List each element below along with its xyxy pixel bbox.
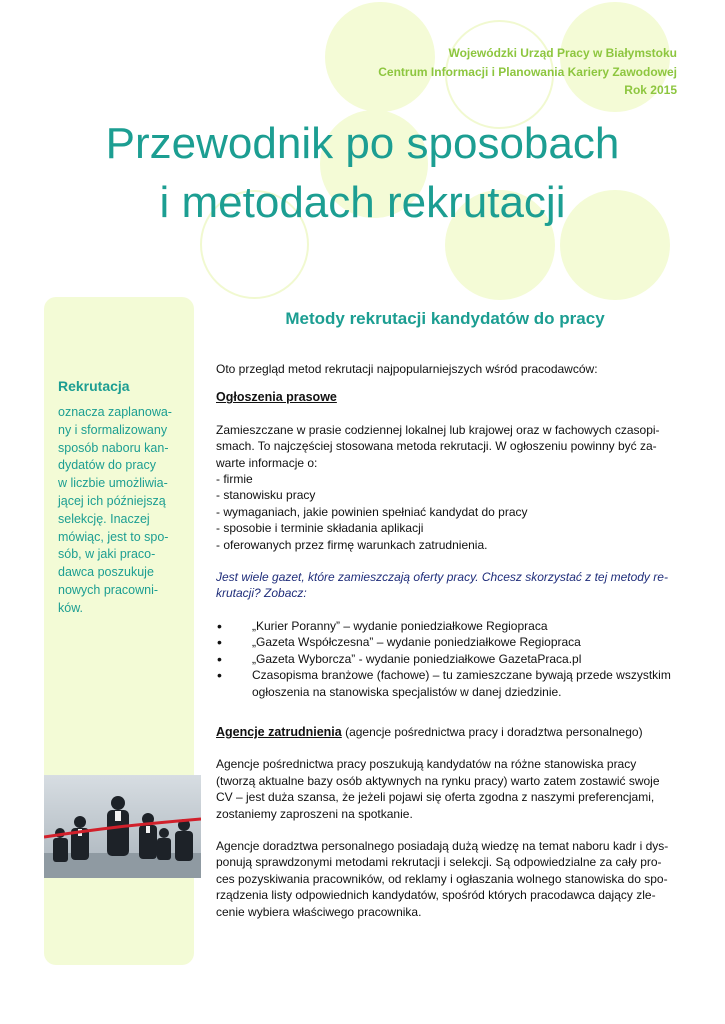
sidebar-line: dawca poszukuje bbox=[58, 565, 154, 580]
agencies-line: Agencje pośrednictwa pracy poszukują kandydatów na różne stanowiska pracy bbox=[216, 757, 637, 772]
agencies-line: CV – jest duża szansa, że jeżeli pojawi się oferta zgodna z naszymi preferencjami, bbox=[216, 790, 655, 805]
sidebar-line: ny i sformalizowany bbox=[58, 422, 168, 437]
info-list bbox=[216, 471, 678, 553]
sidebar-line: ków. bbox=[58, 600, 84, 615]
list-item: • „Gazeta Wyborcza” - wydanie poniedziałkowe GazetaPraca.pl bbox=[216, 651, 678, 667]
sidebar-line: mówiąc, jest to spo- bbox=[58, 529, 169, 544]
list-item: - firmie bbox=[216, 472, 253, 487]
sidebar-line: dydatów do pracy bbox=[58, 458, 156, 473]
finish-line-photo bbox=[44, 775, 201, 878]
header-line-1: Wojewódzki Urząd Pracy w Białymstoku bbox=[448, 46, 677, 60]
list-item: - sposobie i terminie składania aplikacji bbox=[216, 521, 424, 536]
agencies-line: ponują sprawdzonymi metodami rekrutacji i selekcji. Są odpowiedzialne za cały pro- bbox=[216, 855, 662, 870]
sidebar-heading: Rekrutacja bbox=[58, 378, 130, 394]
agencies-line: Agencje doradztwa personalnego posiadają dużą wiedzę na temat naboru kadr i dys- bbox=[216, 838, 669, 853]
sidebar-line: oznacza zaplanowa- bbox=[58, 405, 172, 419]
agencies-line: zostaniemy zaproszeni na spotkanie. bbox=[216, 806, 413, 821]
list-item: - oferowanych przez firmę warunkach zatrudnienia. bbox=[216, 537, 488, 552]
sidebar-line: jącej ich późniejszą bbox=[58, 493, 166, 508]
list-item: • „Gazeta Współczesna” – wydanie poniedziałkowe Regiopraca bbox=[216, 634, 678, 650]
newspaper-list bbox=[216, 618, 678, 700]
newspapers-note: Jest wiele gazet, które zamieszczają oferty pracy. Chcesz skorzystać z tej metody re- bbox=[216, 570, 668, 585]
header-year: Rok 2015 bbox=[624, 83, 677, 97]
business-race-image bbox=[44, 775, 201, 878]
section-title: Metody rekrutacji kandydatów do pracy bbox=[285, 309, 605, 328]
list-item: - stanowisku pracy bbox=[216, 488, 316, 503]
sidebar-line: selekcję. Inaczej bbox=[58, 511, 150, 526]
title-line-1: Przewodnik po sposobach bbox=[105, 119, 620, 168]
press-line: Zamieszczane w prasie codziennej lokalnej lub krajowej oraz w fachowych czasopi- bbox=[216, 422, 660, 437]
sidebar-line: w liczbie umożliwia- bbox=[58, 476, 168, 491]
agencies-line: rządzenia listy odpowiednich kandydatów, spośród których pracodawca dający zle- bbox=[216, 888, 656, 903]
sidebar-line: sposób naboru kan- bbox=[58, 440, 169, 455]
page-title bbox=[40, 114, 685, 232]
agencies-heading-note: (agencje pośrednictwa pracy i doradztwa personalnego) bbox=[341, 724, 643, 739]
newspapers-note: krutacji? Zobacz: bbox=[216, 586, 307, 601]
header-line-2: Centrum Informacji i Planowania Kariery Zawodowej bbox=[378, 64, 677, 79]
institution-header bbox=[378, 44, 677, 100]
agencies-line: cenie wybiera właściwego pracownika. bbox=[216, 904, 422, 919]
press-line: warte informacje o: bbox=[216, 455, 318, 470]
sidebar-definition bbox=[58, 404, 183, 618]
list-item: • „Kurier Poranny” – wydanie poniedziałkowe Regiopraca bbox=[216, 618, 678, 634]
agencies-line: (tworzą aktualne bazy osób aktywnych na rynku pracy) warto zatem zostawić swoje bbox=[216, 773, 660, 788]
intro-text: Oto przegląd metod rekrutacji najpopularniejszych wśród pracodawców: bbox=[216, 362, 598, 376]
agencies-line: ces pozyskiwania pracowników, od reklamy i ogłaszania wolnego stanowiska do spo- bbox=[216, 871, 668, 886]
list-item: • Czasopisma branżowe (fachowe) – tu zamieszczane bywają przede wszystkim ogłoszenia na stanowiska specjalistów w danej dziedzinie. bbox=[216, 667, 678, 700]
title-line-2: i metodach rekrutacji bbox=[159, 178, 566, 227]
sidebar-line: sób, w jaki praco- bbox=[58, 547, 156, 562]
press-heading: Ogłoszenia prasowe bbox=[216, 390, 337, 405]
list-item: - wymaganiach, jakie powinien spełniać kandydat do pracy bbox=[216, 504, 528, 519]
press-line: smach. To najczęściej stosowana metoda rekrutacji. W ogłoszeniu powinny być za- bbox=[216, 439, 657, 454]
sidebar-line: nowych pracowni- bbox=[58, 582, 159, 597]
agencies-heading: Agencje zatrudnienia bbox=[216, 724, 342, 739]
main-content bbox=[216, 361, 678, 920]
